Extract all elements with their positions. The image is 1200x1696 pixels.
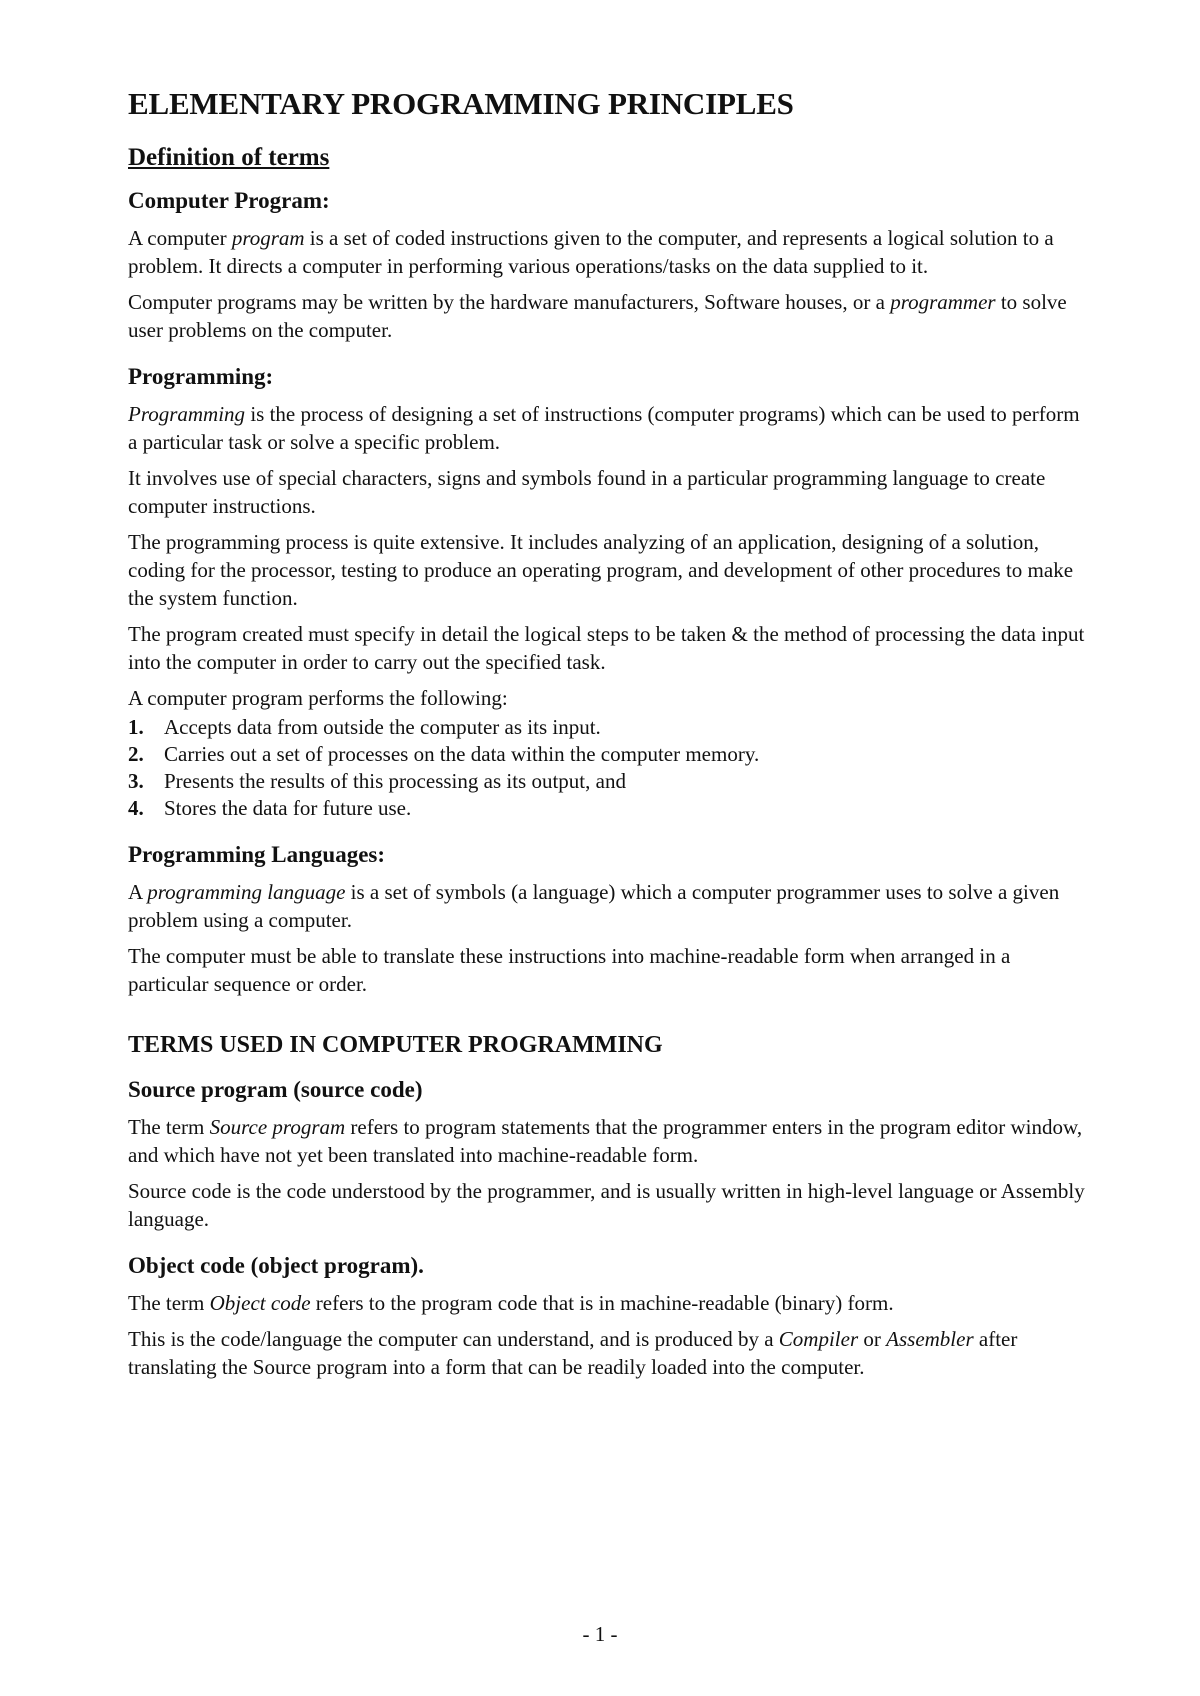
term-programming-languages [128,842,1088,998]
term-heading-programming: Programming: [128,364,274,389]
emphasis-term: Assembler [886,1327,974,1351]
emphasis-term: Object code [209,1291,311,1315]
list-item [128,714,1088,741]
emphasis-term: programmer [890,290,996,314]
list-item-text: Stores the data for future use. [164,796,412,820]
term-object-code [128,1253,1088,1381]
paragraph [128,400,1088,456]
list-item-number: 3. [128,769,144,793]
list-item-number: 2. [128,742,144,766]
paragraph [128,288,1088,344]
emphasis-term: Compiler [778,1327,859,1351]
paragraph [128,1113,1088,1169]
section-title-definitions: Definition of terms [128,144,330,171]
list-item [128,768,1088,795]
emphasis-term: programming language [147,880,346,904]
text-run: This is the code/language the computer can understand, and is produced by a [128,1327,779,1351]
term-heading-programming-languages: Programming Languages: [128,842,386,867]
paragraph: Source code is the code understood by the programmer, and is usually written in high-level language or Assembly language. [128,1179,1085,1231]
document-title: ELEMENTARY PROGRAMMING PRINCIPLES [128,86,794,121]
document-page [128,86,1088,1401]
list-item-text: Accepts data from outside the computer as its input. [164,715,601,739]
text-run: The term [128,1291,210,1315]
list-item-number: 1. [128,715,144,739]
paragraph: The computer must be able to translate these instructions into machine-readable form when arranged in a particular sequence or order. [128,944,1011,996]
term-computer-program [128,188,1088,344]
text-run: is the process of designing a set of instructions (computer programs) which can be used to perform a particular task or solve a specific problem. [128,402,1080,454]
emphasis-term: Programming [128,402,246,426]
emphasis-term: program [231,226,305,250]
term-heading-object-code: Object code (object program). [128,1253,424,1278]
text-run: A computer [128,226,232,250]
text-run: refers to program statements that the programmer enters in the program editor window, and which have not yet been translated into machine-readable form. [128,1115,1083,1167]
term-heading-computer-program: Computer Program: [128,188,330,213]
paragraph: The program created must specify in detail the logical steps to be taken & the method of processing the data input into the computer in order to carry out the specified task. [128,622,1085,674]
list-item [128,795,1088,822]
paragraph [128,224,1088,280]
list-item [128,741,1088,768]
text-run: is a set of symbols (a language) which a computer programmer uses to solve a given problem using a computer. [128,880,1060,932]
text-run: refers to the program code that is in machine-readable (binary) form. [310,1291,894,1315]
paragraph: The programming process is quite extensive. It includes analyzing of an application, designing of a solution, coding for the processor, testing to produce an operating program, and development of other procedures to make the system function. [128,530,1074,610]
list-item-text: Carries out a set of processes on the data within the computer memory. [164,742,760,766]
list-item-text: Presents the results of this processing as its output, and [164,769,626,793]
paragraph [128,1325,1088,1381]
paragraph: It involves use of special characters, signs and symbols found in a particular programming language to create computer instructions. [128,466,1046,518]
text-run: or [858,1327,887,1351]
text-run: Computer programs may be written by the hardware manufacturers, Software houses, or a [128,290,891,314]
text-run: The term [128,1115,210,1139]
text-run: A [128,880,148,904]
term-programming [128,364,1088,822]
page-number: - 1 - [582,1622,618,1646]
program-steps-list [128,714,1088,822]
list-intro: A computer program performs the following: [128,686,508,710]
section-title-terms: TERMS USED IN COMPUTER PROGRAMMING [128,1032,663,1058]
term-heading-source-program: Source program (source code) [128,1077,423,1102]
paragraph [128,1289,1088,1317]
text-run: after translating the Source program into a form that can be readily loaded into the computer. [128,1327,1018,1379]
text-run: to solve user problems on the computer. [128,290,1067,342]
text-run: is a set of coded instructions given to the computer, and represents a logical solution to a problem. It directs a computer in performing various operations/tasks on the data supplied to it. [128,226,1054,278]
emphasis-term: Source program [209,1115,346,1139]
term-source-program [128,1077,1088,1233]
paragraph [128,878,1088,934]
list-item-number: 4. [128,796,144,820]
